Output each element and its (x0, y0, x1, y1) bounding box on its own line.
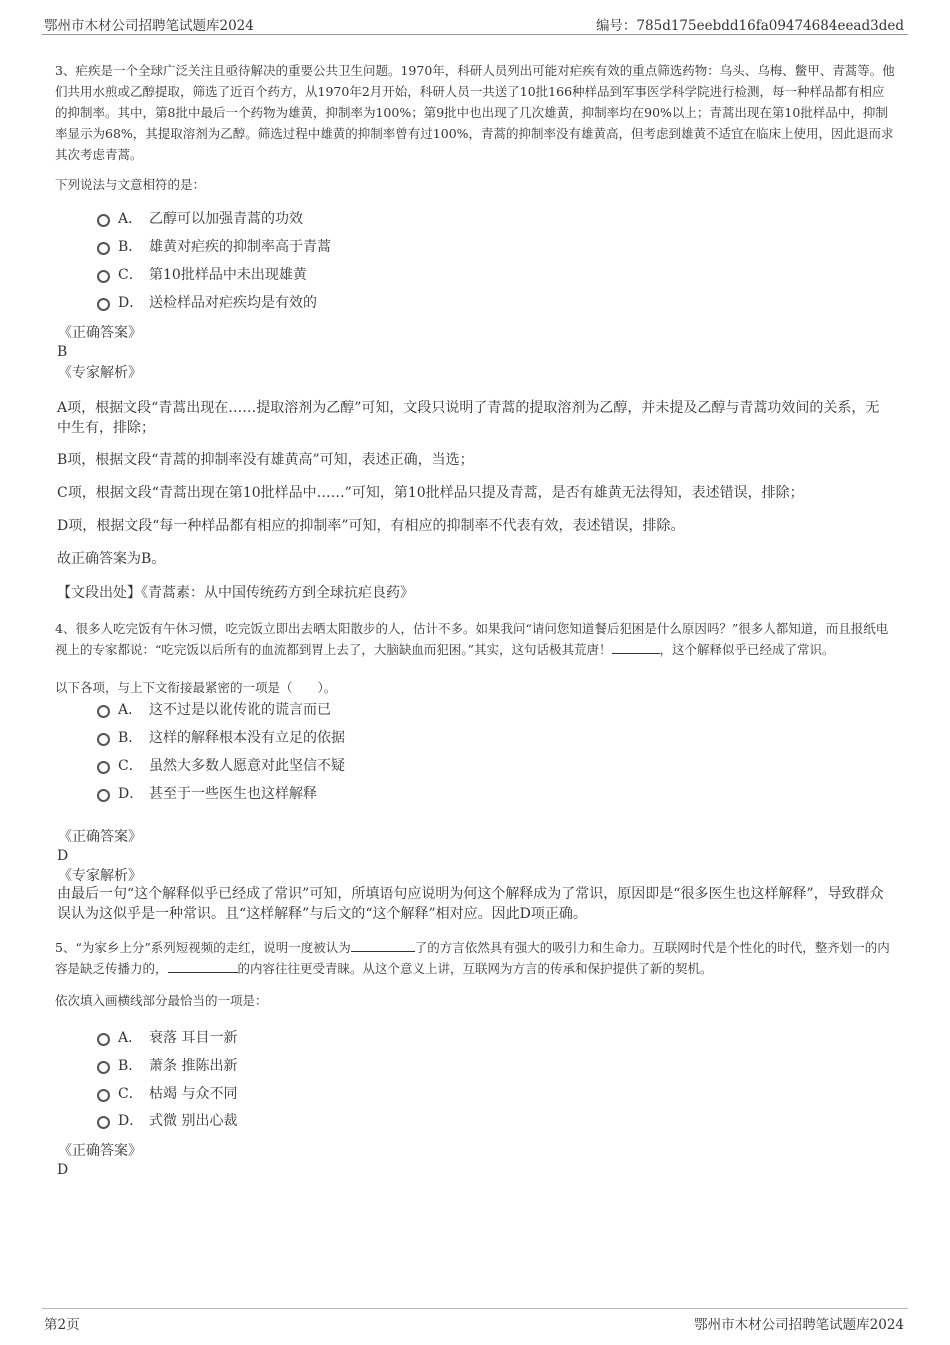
q4-option-d[interactable]: D． 甚至于一些医生也这样解释 (97, 783, 317, 805)
q3-answer-label: 《正确答案》 (58, 325, 142, 341)
q3-option-c[interactable]: C． 第10批样品中未出现雄黄 (97, 264, 307, 286)
q3-analysis-c: C项，根据文段“青蒿出现在第10批样品中……”可知，第10批样品只提及青蒿，是否有雄黄无法得知，表述错误，排除； (57, 485, 804, 501)
q3-stem: 3、疟疾是一个全球广泛关注且亟待解决的重要公共卫生问题。1970年，科研人员列出可能对疟疾有效的重点筛选药物：乌头、乌梅、鳖甲、青蒿等。他们共用水煎或乙醇提取，筛选了近百个药方，从1970年2月开始，科研人员一共送了10批166种样品到军事医学科学院进行检测，每一种样品都有相应的抑制率。其中，第8批中最后一个药物为雄黄，抑制率为100%；第9批中也出现了几次雄黄，抑制率均在90%以上；青蒿出现在第10批样品中，抑制率显示为68%，其提取溶剂为乙醇。筛选过程中雄黄的抑制率曾有过100%，青蒿的抑制率没有雄黄高，但考虑到雄黄不适宜在临床上使用，因此退而求其次考虑青蒿。 (55, 63, 895, 162)
q4-option-b[interactable]: B． 这样的解释根本没有立足的依据 (97, 727, 345, 749)
q5-prompt: 依次填入画横线部分最恰当的一项是： (55, 993, 268, 1008)
footer-title: 鄂州市木材公司招聘笔试题库2024 (694, 1317, 904, 1333)
q4-option-a[interactable]: A． 这不过是以讹传讹的谎言而已 (97, 699, 331, 721)
q3-analysis-d: D项，根据文段“每一种样品都有相应的抑制率”可知，有相应的抑制率不代表有效，表述错误，排除。 (57, 518, 685, 534)
q4-option-c[interactable]: C． 虽然大多数人愿意对此坚信不疑 (97, 755, 345, 777)
radio-icon[interactable] (97, 761, 110, 774)
q3-analysis-label: 《专家解析》 (58, 365, 142, 381)
q4-analysis-label: 《专家解析》 (58, 868, 142, 884)
q4-analysis: 由最后一句“这个解释似乎已经成了常识”可知，所填语句应说明为何这个解释成为了常识，原因即是“很多医生也这样解释”，导致群众误认为这似乎是一种常识。且“这样解释”与后文的“这个解释”相对应。因此D项正确。 (57, 886, 884, 922)
header-doc-id: 编号：785d175eebdd16fa09474684eead3ded (595, 18, 904, 34)
radio-icon[interactable] (97, 1116, 110, 1129)
q5-option-a[interactable]: A． 衰落 耳目一新 (97, 1027, 237, 1049)
q5-option-d[interactable]: D． 式微 别出心裁 (97, 1110, 237, 1132)
q5-answer: D (57, 1162, 69, 1178)
q3-option-d[interactable]: D． 送检样品对疟疾均是有效的 (97, 292, 317, 314)
q5-stem: 5、“为家乡上分”系列短视频的走红，说明一度被认为 了的方言依然具有强大的吸引力和生命力。互联网时代是个性化的时代，整齐划一的内容是缺乏传播力的， 的内容往往更受青睐。从这个意义上讲，互联网为方言的传承和保护提供了新的契机。 (55, 937, 900, 979)
radio-icon[interactable] (97, 270, 110, 283)
q4-answer-label: 《正确答案》 (58, 829, 142, 845)
radio-icon[interactable] (97, 733, 110, 746)
page-footer (42, 1308, 908, 1331)
q3-option-b[interactable]: B． 雄黄对疟疾的抑制率高于青蒿 (97, 236, 331, 258)
radio-icon[interactable] (97, 789, 110, 802)
q5-option-b[interactable]: B． 萧条 推陈出新 (97, 1055, 237, 1077)
radio-icon[interactable] (97, 1033, 110, 1046)
q4-stem: 4、很多人吃完饭有午休习惯，吃完饭立即出去晒太阳散步的人，估计不多。如果我问“请问您知道餐后犯困是什么原因吗？”很多人都知道，而且报纸电视上的专家都说：“吃完饭以后所有的血流都到胃上去了，大脑缺血而犯困。”其实，这句话极其荒唐！ ，这个解释似乎已经成了常识。 (55, 621, 889, 657)
q3-prompt: 下列说法与文意相符的是： (55, 177, 206, 192)
footer-page-number: 第2页 (44, 1317, 80, 1333)
fill-blank (612, 639, 660, 654)
radio-icon[interactable] (97, 214, 110, 227)
page-header (42, 14, 908, 35)
q4-prompt: 以下各项，与上下文衔接最紧密的一项是（ ）。 (55, 680, 337, 695)
fill-blank (168, 958, 238, 973)
q3-answer: B (57, 344, 68, 360)
q5-answer-label: 《正确答案》 (58, 1143, 142, 1159)
fill-blank (351, 937, 415, 952)
q3-analysis-a: A项，根据文段“青蒿出现在……提取溶剂为乙醇”可知，文段只说明了青蒿的提取溶剂为乙醇，并未提及乙醇与青蒿功效间的关系，无中生有，排除； (57, 400, 880, 436)
radio-icon[interactable] (97, 242, 110, 255)
header-title: 鄂州市木材公司招聘笔试题库2024 (44, 18, 254, 34)
radio-icon[interactable] (97, 298, 110, 311)
q3-source: 【文段出处】《青蒿素：从中国传统药方到全球抗疟良药》 (57, 585, 414, 601)
q3-analysis-b: B项，根据文段“青蒿的抑制率没有雄黄高”可知，表述正确，当选； (57, 452, 474, 468)
radio-icon[interactable] (97, 1061, 110, 1074)
q4-answer: D (57, 848, 69, 864)
radio-icon[interactable] (97, 1089, 110, 1102)
radio-icon[interactable] (97, 705, 110, 718)
q3-conclusion: 故正确答案为B。 (57, 551, 166, 567)
q5-option-c[interactable]: C． 枯竭 与众不同 (97, 1083, 237, 1105)
q3-option-a[interactable]: A． 乙醇可以加强青蒿的功效 (97, 208, 303, 230)
